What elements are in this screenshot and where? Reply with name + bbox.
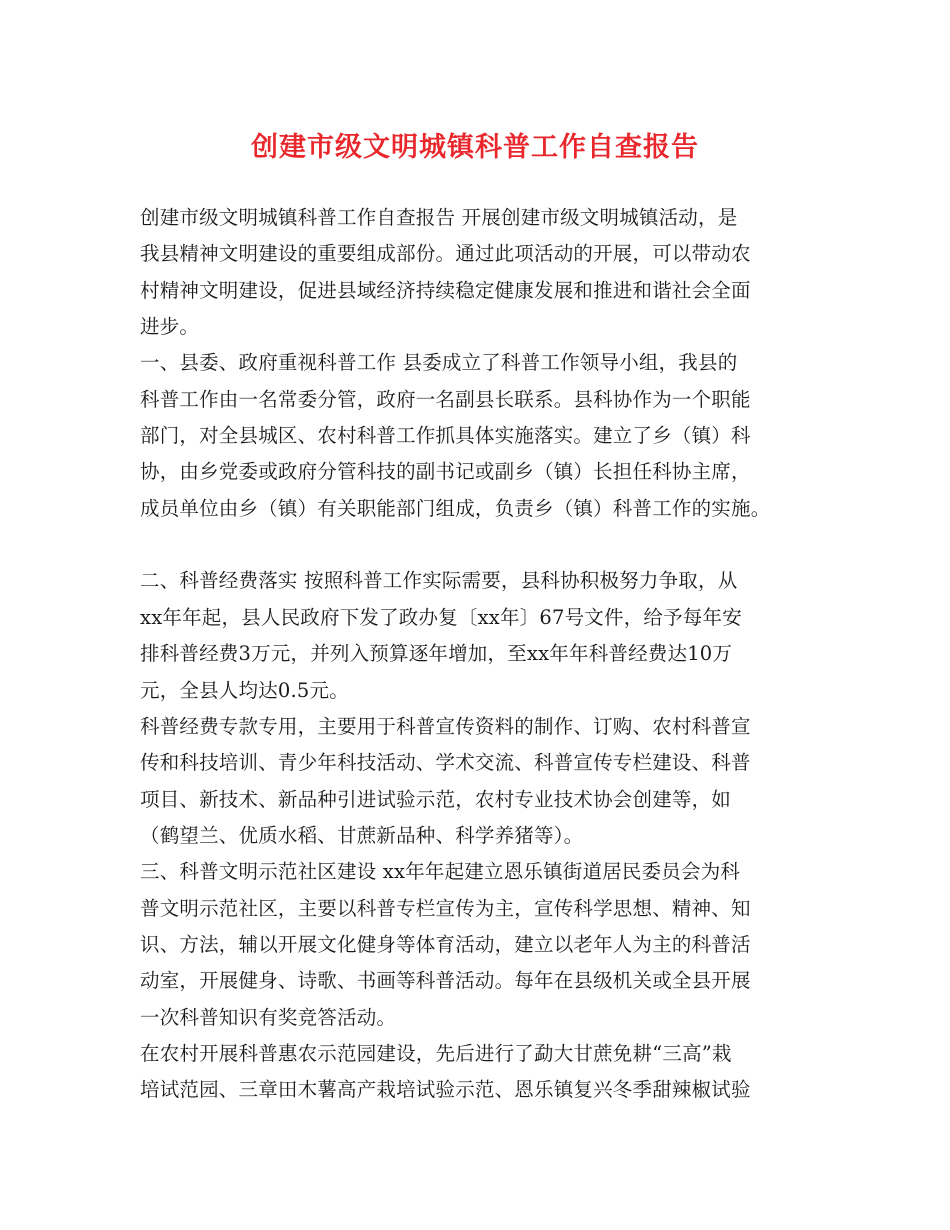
paragraph-line: 培试范园、三章田木薯高产栽培试验示范、恩乐镇复兴冬季甜辣椒试验 <box>140 1078 751 1101</box>
paragraph-line: 一次科普知识有奖竞答活动。 <box>140 1006 397 1029</box>
paragraph-line: 村精神文明建设，促进县域经济持续稳定健康发展和推进和谐社会全面 <box>140 279 751 302</box>
paragraph-line: 项目、新技术、新品种引进试验示范，农村专业技术协会创建等，如 <box>140 788 732 811</box>
paragraph-line: （鹤望兰、优质水稻、甘蔗新品种、科学养猪等）。 <box>140 824 584 847</box>
paragraph-line: 创建市级文明城镇科普工作自查报告 开展创建市级文明城镇活动，是 <box>140 206 738 229</box>
paragraph-line: 二、科普经费落实 按照科普工作实际需要，县科协积极努力争取，从 <box>140 569 738 592</box>
paragraph-line: xx年年起，县人民政府下发了政办复〔xx年〕67号文件，给予每年安 <box>140 606 742 629</box>
paragraph-line: 科普经费专款专用，主要用于科普宣传资料的制作、订购、农村科普宣 <box>140 715 751 738</box>
paragraph-line: 我县精神文明建设的重要组成部份。通过此项活动的开展，可以带动农 <box>140 242 751 265</box>
paragraph-line: 三、科普文明示范社区建设 xx年年起建立恩乐镇街道居民委员会为科 <box>140 860 741 883</box>
paragraph-line: 部门，对全县城区、农村科普工作抓具体实施落实。建立了乡（镇）科 <box>140 424 751 447</box>
paragraph-line: 识、方法，辅以开展文化健身等体育活动，建立以老年人为主的科普活 <box>140 933 751 956</box>
document-title: 创建市级文明城镇科普工作自查报告 <box>251 132 699 163</box>
paragraph-line: 协，由乡党委或政府分管科技的副书记或副乡（镇）长担任科协主席， <box>140 460 751 483</box>
paragraph-line: 元，全县人均达0.5元。 <box>140 679 349 702</box>
paragraph-line: 成员单位由乡（镇）有关职能部门组成，负责乡（镇）科普工作的实施。 <box>140 497 771 520</box>
paragraph-line: 普文明示范社区，主要以科普专栏宣传为主，宣传科学思想、精神、知 <box>140 897 751 920</box>
paragraph-line: 科普工作由一名常委分管，政府一名副县长联系。县科协作为一个职能 <box>140 388 751 411</box>
paragraph-line: 一、县委、政府重视科普工作 县委成立了科普工作领导小组，我县的 <box>140 351 738 374</box>
paragraph-line: 排科普经费3万元，并列入预算逐年增加，至xx年年科普经费达10万 <box>140 642 733 665</box>
paragraph-line: 进步。 <box>140 315 200 338</box>
paragraph-line: 动室，开展健身、诗歌、书画等科普活动。每年在县级机关或全县开展 <box>140 969 751 992</box>
paragraph-line: 在农村开展科普惠农示范园建设，先后进行了勐大甘蔗免耕“三高”栽 <box>140 1042 732 1065</box>
paragraph-line: 传和科技培训、青少年科技活动、学术交流、科普宣传专栏建设、科普 <box>140 751 751 774</box>
